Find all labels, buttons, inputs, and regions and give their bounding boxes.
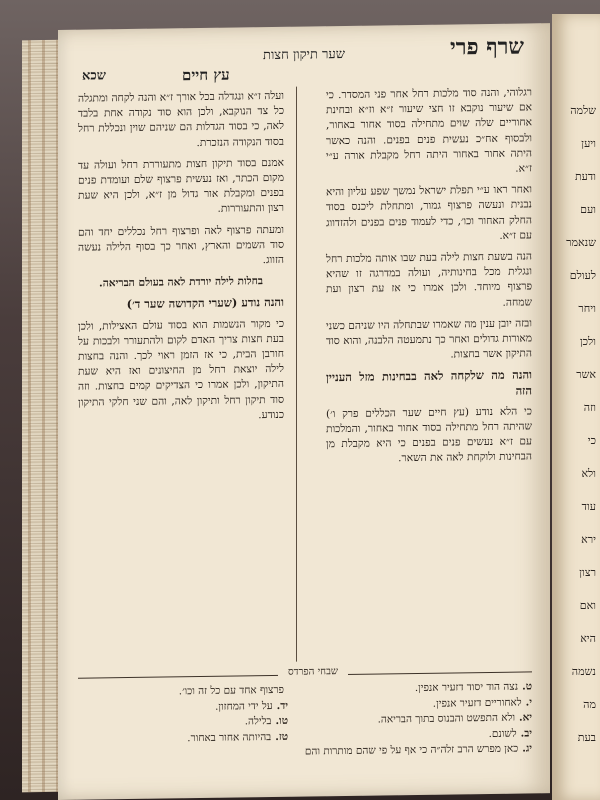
footnote: טו.בלילה.	[244, 714, 288, 728]
facing-page-fragment: ועם	[580, 203, 596, 216]
facing-page-fragment: אשר	[576, 368, 596, 381]
facing-page-fragment: שנאמר	[566, 236, 596, 249]
closing-line: בחלות לילה יורדת לאה בעולם הבריאה.	[99, 275, 263, 290]
section-heading: והנה נודע (שערי הקדושה שער ד׳)	[126, 295, 284, 312]
facing-page-fragment: היא	[580, 632, 596, 645]
facing-page-fragment: וזה	[583, 401, 596, 414]
facing-page	[552, 14, 600, 800]
facing-page-fragment: ודעת	[574, 170, 596, 183]
footnote: יב.לשונם.	[488, 726, 532, 740]
folio-number: שכא	[82, 68, 106, 84]
footnote: יד.על ידי המחזון.	[215, 699, 288, 713]
footnotes-left	[78, 683, 288, 748]
book-page	[58, 23, 550, 800]
facing-page-fragment: ולא	[581, 467, 596, 480]
facing-page-fragment: לעולם	[569, 269, 596, 282]
paragraph: ובזה יובן ענין מה שאמרו שבתחלה היו שניהם כשני מאורות גדולים ואחר כך נתמעטה הלבנה, והוא סוד התיקון אשר בחצות.	[326, 317, 532, 361]
facing-page-fragment: ולכן	[579, 335, 596, 348]
running-header	[72, 33, 536, 83]
facing-page-fragment: כי	[587, 434, 596, 447]
paragraph: כי הלא נודע (עץ חיים שער הכללים פרק ו׳) שהיתה רחל מתחילה בסוד אחור באחור, והמלכות עם ז״א נעשים פנים בפנים כי היא מקבלת מן הבחינות ולוקחת לאה את השאר.	[326, 405, 532, 465]
footnote: יא.ולא התפשט והבנוס בתוך הבריאה.	[377, 711, 532, 726]
right-text-column	[326, 85, 532, 474]
paragraph: רגלוהי, והנה סוד מלכות רחל אחר פני המסדר. כי אם שיעור נוקבא זו חצי שיעור ז״א וז״א ובחינת אחוריים שלה שוים מתחילה בסוד אחור באחור, ולבסוף אח״כ נעשית פנים בפנים. והנה כאשר היתה אחור באחור היתה רחל מקבלת אורה ע״י ז״א.	[326, 86, 532, 175]
footnote: טז.בהיותה אחור באחור.	[187, 730, 288, 744]
footnote: פרצוף אחד עם כל זה וכו׳.	[178, 683, 284, 698]
facing-page-fragment: עוד	[581, 500, 596, 513]
footnote: יג.כאן מפרש הרב זלה״ה כי אף על פי שהם מותרות והם	[304, 742, 532, 758]
left-text-column	[78, 89, 284, 432]
facing-page-fragment: ואם	[579, 599, 596, 612]
facing-page-fragment: נשמה	[571, 665, 596, 678]
paragraph: הנה בשעת חצות לילה בעת שבו אותה מלכות רחל ונגלית מכל בחינותיה, ועולה במדרגה זו שהיא פרצוף מיוחד. ולכן אמרו כי אז עת רצון ועת שמחה.	[326, 250, 532, 309]
paragraph: ומעתה פרצוף לאה ופרצוף רחל נכללים יחד והם סוד השמים והארץ, ואחר כך בסוף הלילה נעשה הזווג.	[78, 223, 284, 267]
paragraph: ועלה ז״א ונגדלה בכל אורך ז״א והנה לקחה ומתגלה כל צד הנוקבא, ולכן הוא סוד נקודה אחת בלבד לאה, כי בסוד הגדלות הם שניהם שוין ונכללת רחל בסוד הנקודה הנזכרת.	[78, 89, 284, 149]
facing-page-fragment: ויחר	[578, 302, 596, 315]
book-subtitle: עץ חיים	[182, 65, 230, 85]
paragraph: אמנם בסוד תיקון חצות מתעוררת רחל ועולה עד מקום הכתר, ואז נעשית פרצוף שלם ועומדת פנים בפנים ומקבלת אור גדול מן ז״א, ולכן היא שעת רצון והתעוררות.	[78, 156, 284, 216]
column-divider	[296, 87, 297, 662]
section-heading: והנה מה שלקחה לאה בבחינות מזל העניין הזה	[326, 367, 532, 398]
paragraph: כי מקור הנשמות הוא בסוד עולם האצילות, ולכן בעת חצות צריך האדם לקום ולהתעורר ולבכות על חורבן הבית, כי אז הזמן ראוי לכך. והנה בחצות לילה יוצאת רחל מן החיצונים ואז היא שעת התיקון, ולכן אמרו כי הצדיקים קמים בחצות. וזה סוד תיקון רחל ותיקון לאה, והם שני חלקי התיקון כנודע.	[78, 317, 284, 422]
facing-page-fragment: מה	[583, 698, 596, 711]
facing-page-fragment: ירא	[581, 533, 596, 546]
facing-page-fragment: שלמה	[570, 104, 596, 117]
footnote: י.לאחוריים דזעיר אנפין.	[432, 695, 532, 710]
facing-page-fragment: רצון	[579, 566, 596, 579]
facing-page-fragment: ויען	[581, 137, 596, 150]
book-title: שרף פרי	[450, 33, 524, 61]
section-title: שער תיקון חצות	[263, 46, 345, 64]
footnote: ט.נצה הוד יסוד דזעיר אנפין.	[414, 680, 532, 695]
facing-page-fragment: בעת	[577, 731, 596, 744]
footnote-label: שבחי הפרדס	[278, 666, 348, 678]
footnotes-right	[292, 679, 532, 760]
paragraph: ואחר ראו ע״י תפלת ישראל נמשך שפע עליון והיא נבנית ונעשה פרצוף גמור, ומתחלת ליכנס בסוד החלק האחור וכו׳, כדי לעמוד פנים בפנים ולהזדווג עם ז״א.	[326, 183, 532, 242]
